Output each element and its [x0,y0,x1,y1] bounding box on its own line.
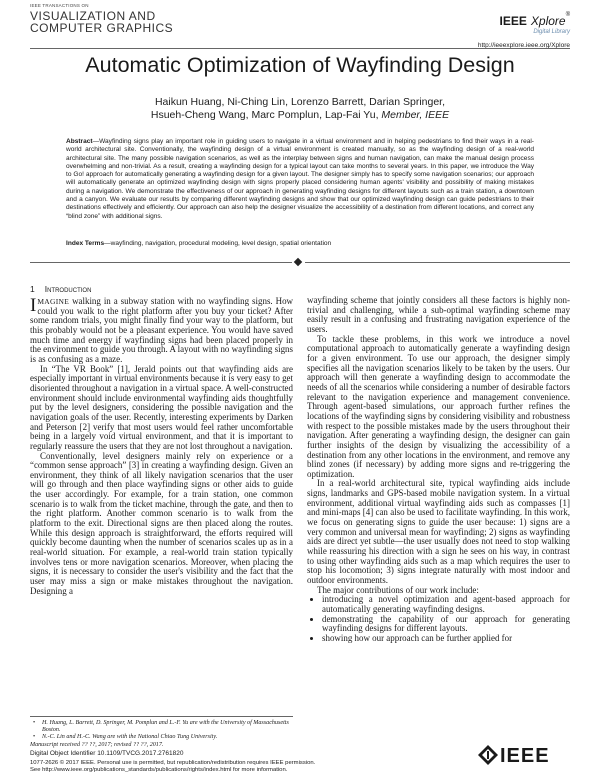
registered-mark-icon: ® [565,12,570,18]
journal-name-line1: VISUALIZATION AND [30,9,156,23]
section-divider-right [305,262,570,263]
abstract [66,138,534,221]
author-line-2-names: Hsueh-Cheng Wang, Marc Pomplun, Lap-Fai Yu, [150,109,379,121]
right-paragraph-3: In a real-world architectural site, typical wayfinding aids include signs, landmarks and GPS-based mobile navigation system. In a virtual environment, additional virtual wayfinding aids such as compasses [1] and mini-maps [4] can also be used to facilitate wayfinding. In this work, we focus on generating signs to guide the user because: 1) signs are a very common and universal mean for wayfinding; 2) signs as wayfinding aids are direct yet subtle—the user usually does not need to stop walking while reassuring his direction with a sign he sees on his way, in contrast to using other wayfinding aids such as a map which requires the user to stop his locomotion; 3) signs integrate naturally with most indoor and outdoor environments. [307,478,570,586]
section-heading [30,284,91,294]
footnotes [30,720,293,749]
logo-ieee-text: IEEE [499,14,527,28]
footnote-1 [30,720,293,734]
journal-small-line: IEEE TRANSACTIONS ON [30,3,89,8]
section-number: 1 [30,284,35,294]
contribution-list [307,595,570,643]
ieee-diamond-logo-icon [478,745,498,765]
intro-paragraph-1 [30,297,293,365]
list-item: • showing how our approach can be further applied for [322,634,570,644]
logo-subtitle: Digital Library [533,29,570,35]
header-rule [30,48,570,49]
diamond-icon [294,258,302,266]
footnote-2 [30,734,293,741]
right-paragraph-2: To tackle these problems, in this work we introduce a novel computational approach to automatically generate a wayfinding design for a given environment. To use our approach, the designer simply specifies all the navigation scenarios likely to be taken by the users. Our approach will then generate a wayfinding design to accommodate the needs of all the scenarios while considering a number of desirable factors relevant to the navigation experience and management convenience. Through agent-based simulations, our approach further refines the locations of the wayfinding signs by considering visibility and robustness with respect to the possible mistakes made by the users throughout their navigation. After generating a wayfinding design, the designer can gain further insights of the design by visualizing the accessibility of a destination from any other locations in the environment, and remove any blind zones (if necessary) by adding more signs and re-triggering the optimization. [307,333,570,479]
footnote-rule [30,716,293,717]
author-line-1: Haikun Huang, Ni-Ching Lin, Lorenzo Barrett, Darian Springer, [154,96,446,108]
dropcap: I [30,295,37,316]
author-membership: Member, IEEE [381,109,450,121]
footnote-2-text: N.-C. Lin and H.-C. Wang are with the National Chiao Tung University. [42,734,218,741]
doi-line: Digital Object Identifier 10.1109/TVCG.2017.2761820 [30,750,184,757]
right-paragraph-4: The major contributions of our work include: [317,584,479,595]
right-column [307,296,570,644]
index-terms [66,240,534,248]
intro-smallcaps: MAGINE [37,297,70,306]
index-terms-label: Index Terms [66,240,105,247]
copyright [30,760,480,773]
journal-name [30,10,173,34]
section-divider-left [30,262,292,263]
left-column [30,297,293,596]
right-paragraph-1: wayfinding scheme that jointly considers all these factors is highly non-trivial and challenging, while a sub-optimal wayfinding scheme may easily result in a confusing and frustrating navigation experience of the users. [307,295,570,334]
journal-name-line2: COMPUTER GRAPHICS [30,21,174,35]
list-item: • introducing a novel optimization and agent-based approach for automatically generating wayfinding designs. [322,595,570,614]
xplore-url-link[interactable]: http://ieeexplore.ieee.org/Xplore [477,42,570,49]
ieee-footer-logo: IEEE [500,745,550,767]
bullet-icon: • [33,734,36,741]
footnote-1-text: H. Huang, L. Barrett, D. Springer, M. Pomplun and L.-F. Yu are with the University of Massachusetts Boston. [42,720,289,734]
index-terms-text: —wayfinding, navigation, procedural modeling, level design, spatial orientation [104,240,332,247]
copyright-line-1: 1077-2626 © 2017 IEEE. Personal use is permitted, but republication/redistribution requires IEEE permission. [30,760,316,766]
intro-paragraph-2: In “The VR Book” [1], Jerald points out that wayfinding aids are especially important in virtual environments because it is very easy to get disoriented throughout a navigation in a virtual space. A well-constructed environment should include environmental wayfinding aids thoughtfully put by the level designers, considering the possible navigation and the navigation goals of the user. Recently, interesting experiments by Darken and Peterson [2] verify that most users would feel rather uncomfortable being in a largely void virtual environment, and that it is important to regularly reassure the users that they are not lost throughout a navigation. [30,363,293,451]
author-line-2 [0,109,600,122]
intro-paragraph-3: Conventionally, level designers mainly rely on experience or a “common sense approach” [3] in creating a wayfinding design. Given an environment, they think of all likely navigation scenarios that the user will go through and then place wayfinding signs or other aids to guide the user accordingly. For example, for a train station, one common scenario is to walk from the ticket machine, through the gate, and then to the right platform. Another common scenario is to walk from the platform to the exit. Directional signs are then placed along the routes. While this design approach is straightforward, the efforts required will quickly become daunting when the number of scenarios scales up as in a real-world situation. For example, a real-world train station typically involves tens or more navigation scenarios. Moreover, when placing the signs, it is necessary to consider the user's visibility and the fact that the user may miss a sign or make mistakes throughout the navigation. Designing a [30,450,293,596]
list-item: • demonstrating the capability of our approach for generating wayfinding designs for different layouts. [322,615,570,634]
author-list [0,96,600,122]
manuscript-dates: Manuscript received ?? ??, 2017; revised ?? ??, 2017. [30,741,164,748]
logo-xplore-text: Xplore [530,14,566,28]
abstract-text: —Wayfinding signs play an important role in guiding users to navigate in a virtual environment and in helping pedestrians to find their ways in a real-world architectural site. Conventionally, the wayfinding design of a virtual environment is created manually, so as the wayfinding design of a real-world architectural site. The many possible navigation scenarios, as well as the interplay between signs and human navigation, can make the manual design process overwhelming and non-trivial. As a result, creating a wayfinding design for a typical layout can take months to several years. In this paper, we introduce the Way to Go! approach for automatically generating a wayfinding design for a given layout. The designer simply has to specify some navigation scenarios; our approach will automatically generate an optimized wayfinding design with signs properly placed considering human agents' visibility and possibility of making mistakes during a navigation. We demonstrate the effectiveness of our approach in generating wayfinding designs for different layouts such as a train station, a downtown and a canyon. We evaluate our results by comparing different wayfinding designs and show that our optimized wayfinding design can guide pedestrians to their destinations effectively and efficiently. Our approach can also help the designer visualize the accessibility of a destination from different locations, and correct any “blind zone” with additional signs. [66,138,534,220]
abstract-label: Abstract [66,138,93,145]
copyright-line-2[interactable]: See http://www.ieee.org/publications_standards/publications/rights/index.html for more information. [30,766,288,773]
ieee-xplore-logo[interactable] [500,12,570,35]
paper-title: Automatic Optimization of Wayfinding Design [85,53,515,77]
bullet-icon: • [33,720,36,726]
section-title: Introduction [44,284,92,294]
intro-paragraph-1-text: walking in a subway station with no wayfinding signs. How could you walk to the right platform after you buy your ticket? After some random trials, you might finally find your way to the platform, but this probably would not be a pleasant experience. You would have saved much time and energy if wayfinding signs had been placed properly in the environment to guide you through. A layout with no wayfinding signs is as confusing as a maze. [30,296,293,364]
